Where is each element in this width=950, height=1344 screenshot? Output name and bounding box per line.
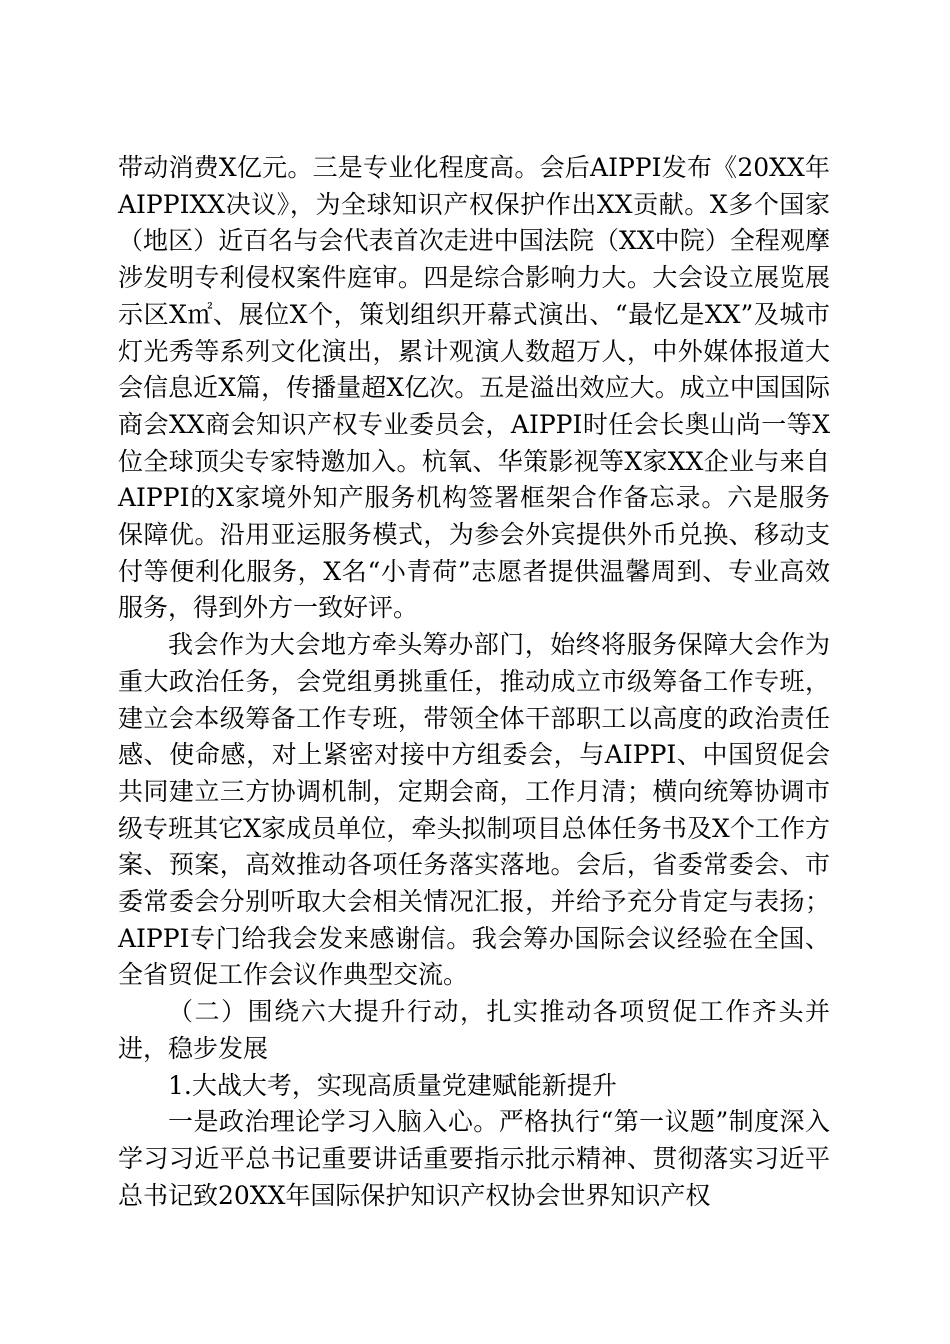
subsection-heading: 1.大战大考，实现高质量党建赋能新提升 bbox=[168, 1070, 617, 1100]
paragraph-organizer: 我会作为大会地方牵头筹办部门，始终将服务保障大会作为重大政治任务，会党组勇挑重任，推动成立市级筹备工作专班，建立会本级筹备工作专班，带领全体干部职工以高度的政治责任感、使命感，对上紧密对接中方组委会，与AIPPI、中国贸促会共同建立三方协调机制，定期会商，工作月清；横向统筹协调市级专班其它X家成员单位，牵头拟制项目总体任务书及X个工作方案、预案，高效推动各项任务落实落地。会后，省委常委会、市委常委会分别听取大会相关情况汇报，并给予充分肯定与表扬；AIPPI专门给我会发来感谢信。我会筹办国际会议经验在全国、全省贸促工作会议作典型交流。 bbox=[118, 630, 830, 990]
paragraph-political-study: 一是政治理论学习入脑入心。严格执行“第一议题”制度深入学习习近平总书记重要讲话重要指示批示精神、贯彻落实习近平总书记致20XX年国际保护知识产权协会世界知识产权 bbox=[118, 1107, 830, 1210]
section-heading: （二）围绕六大提升行动，扎实推动各项贸促工作齐头并进，稳步发展 bbox=[118, 997, 830, 1063]
paragraph-continuation: 带动消费X亿元。三是专业化程度高。会后AIPPI发布《20XX年AIPPIXX决议》，为全球知识产权保护作出XX贡献。X多个国家（地区）近百名与会代表首次走进中国法院（XX中院）全程观摩涉发明专利侵权案件庭审。四是综合影响力大。大会设立展览展示区X㎡、展位X个，策划组织开幕式演出、“最忆是XX”及城市灯光秀等系列文化演出，累计观演人数超万人，中外媒体报道大会信息近X篇，传播量超X亿次。五是溢出效应大。成立中国国际商会XX商会知识产权专业委员会，AIPPI时任会长奥山尚一等X位全球顶尖专家特邀加入。杭氧、华策影视等X家XX企业与来自AIPPI的X家境外知产服务机构签署框架合作备忘录。六是服务保障优。沿用亚运服务模式，为参会外宾提供外币兑换、移动支付等便利化服务，X名“小青荷”志愿者提供温馨周到、专业高效服务，得到外方一致好评。 bbox=[118, 153, 830, 623]
document-body bbox=[118, 150, 830, 1214]
